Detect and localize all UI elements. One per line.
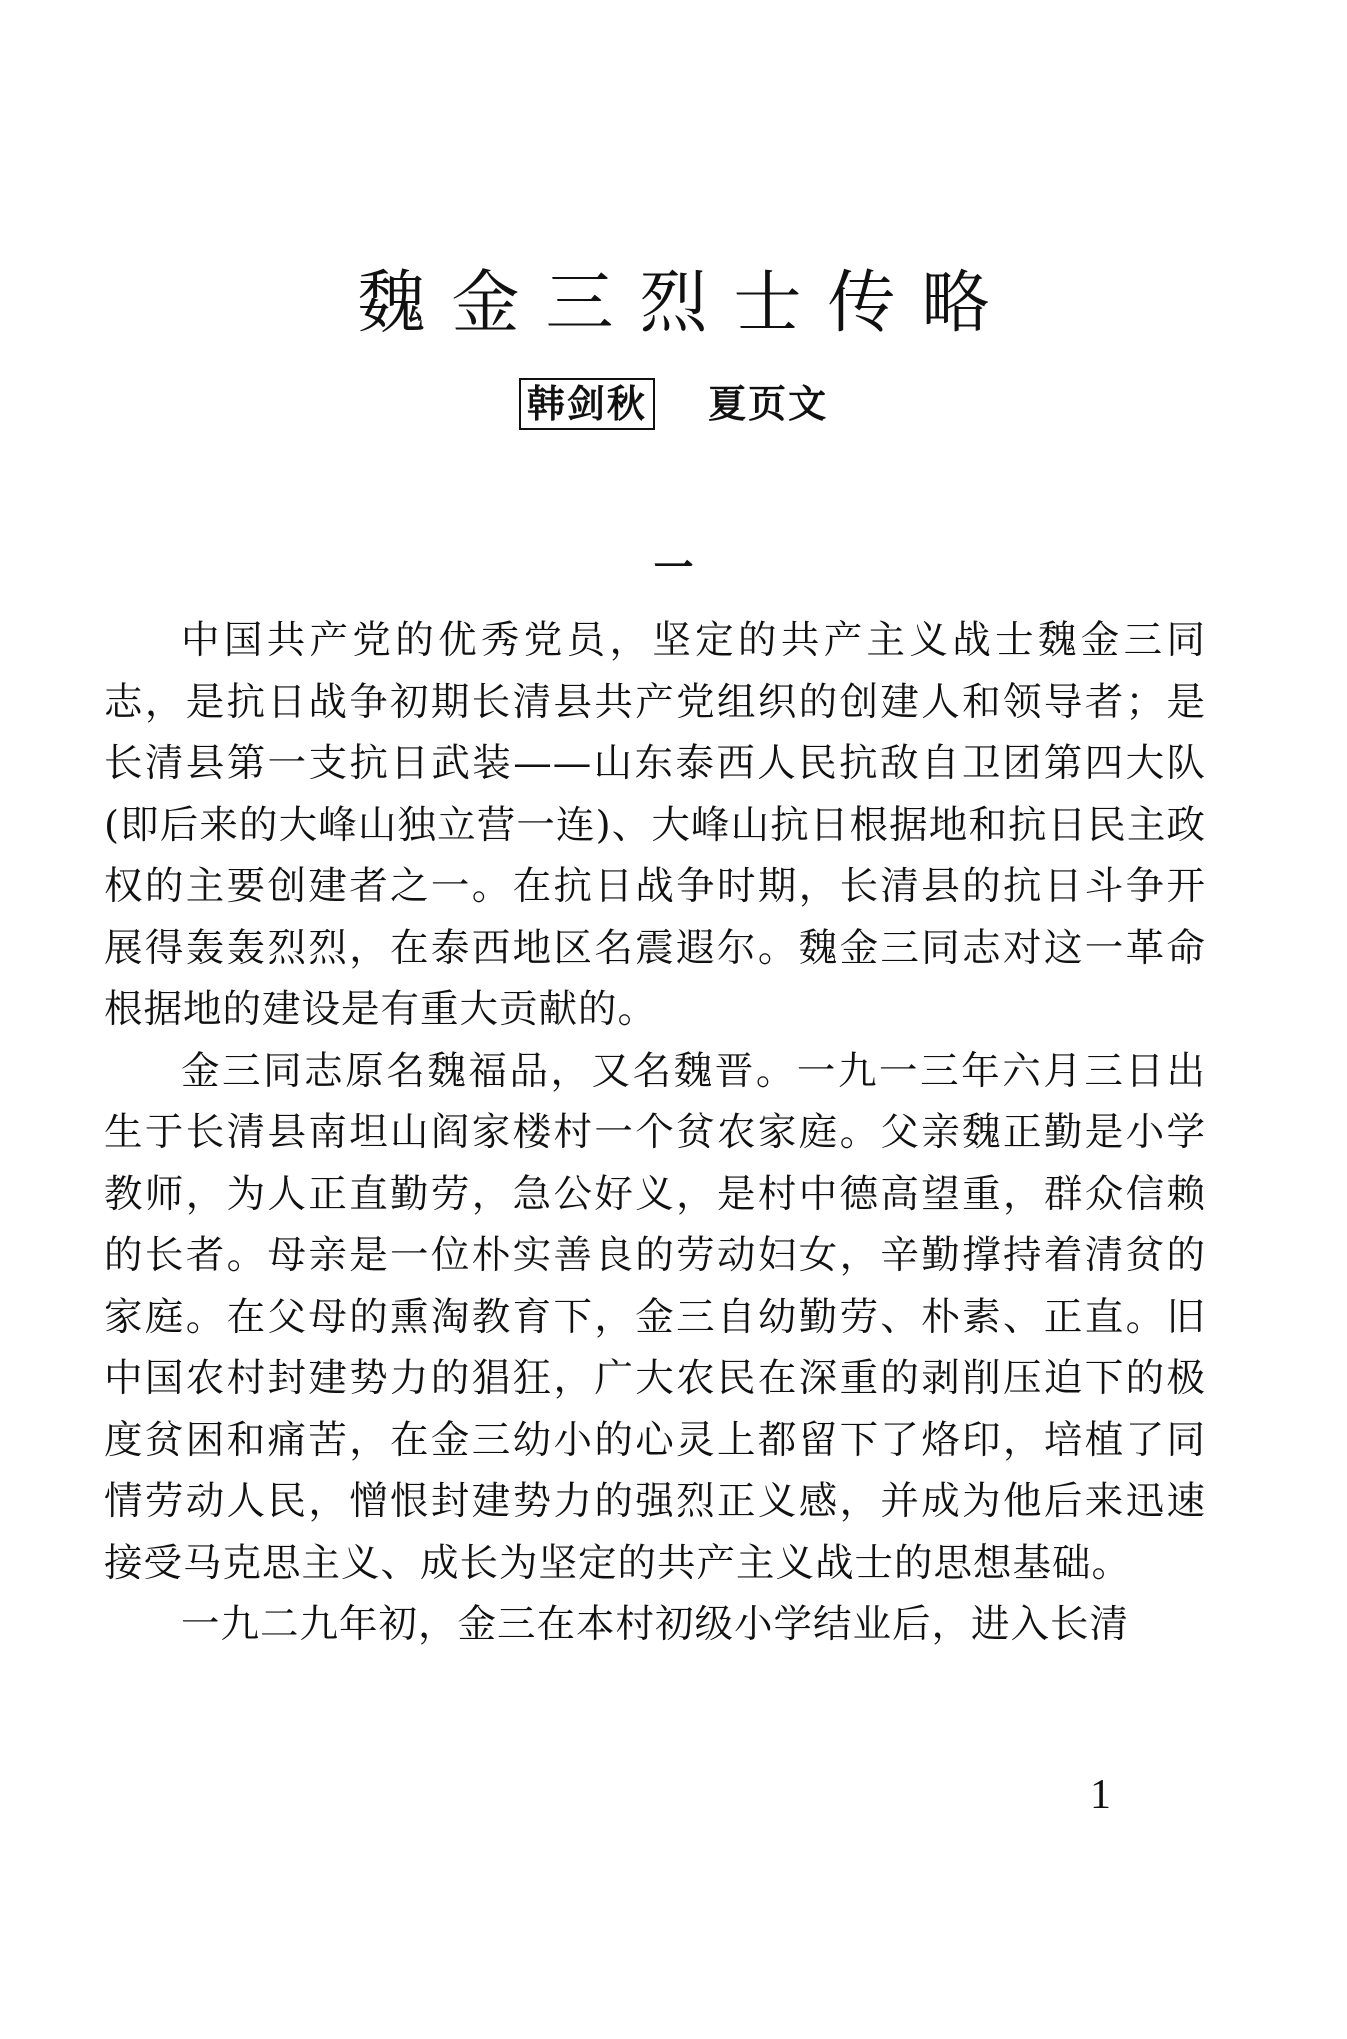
paragraph: 一九二九年初，金三在本村初级小学结业后，进入长清 <box>181 1602 1130 1647</box>
section-number: 一 <box>653 544 694 591</box>
author-name-boxed: 韩剑秋 <box>519 378 655 430</box>
author-name: 夏页文 <box>708 382 829 426</box>
body-text <box>104 610 1206 1656</box>
page-title: 魏金三烈士传略 <box>357 263 1016 343</box>
page-number: 1 <box>1090 1772 1111 1818</box>
author-line <box>0 378 1347 430</box>
paragraph: 中国共产党的优秀党员，坚定的共产主义战士魏金三同志，是抗日战争初期长清县共产党组织的创建人和领导者；是长清县第一支抗日武装——山东泰西人民抗敌自卫团第四大队(即后来的大峰山独立营一连)、大峰山抗日根据地和抗日民主政权的主要创建者之一。在抗日战争时期，长清县的抗日斗争开展得轰轰烈烈，在泰西地区名震遐尔。魏金三同志对这一革命根据地的建设是有重大贡献的。 <box>104 618 1206 1032</box>
paragraph: 金三同志原名魏福品，又名魏晋。一九一三年六月三日出生于长清县南坦山阎家楼村一个贫农家庭。父亲魏正勤是小学教师，为人正直勤劳，急公好义，是村中德高望重，群众信赖的长者。母亲是一位朴实善良的劳动妇女，辛勤撑持着清贫的家庭。在父母的熏淘教育下，金三自幼勤劳、朴素、正直。旧中国农村封建势力的猖狂，广大农民在深重的剥削压迫下的极度贫困和痛苦，在金三幼小的心灵上都留下了烙印，培植了同情劳动人民，憎恨封建势力的强烈正义感，并成为他后来迅速接受马克思主义、成长为坚定的共产主义战士的思想基础。 <box>104 1048 1206 1586</box>
